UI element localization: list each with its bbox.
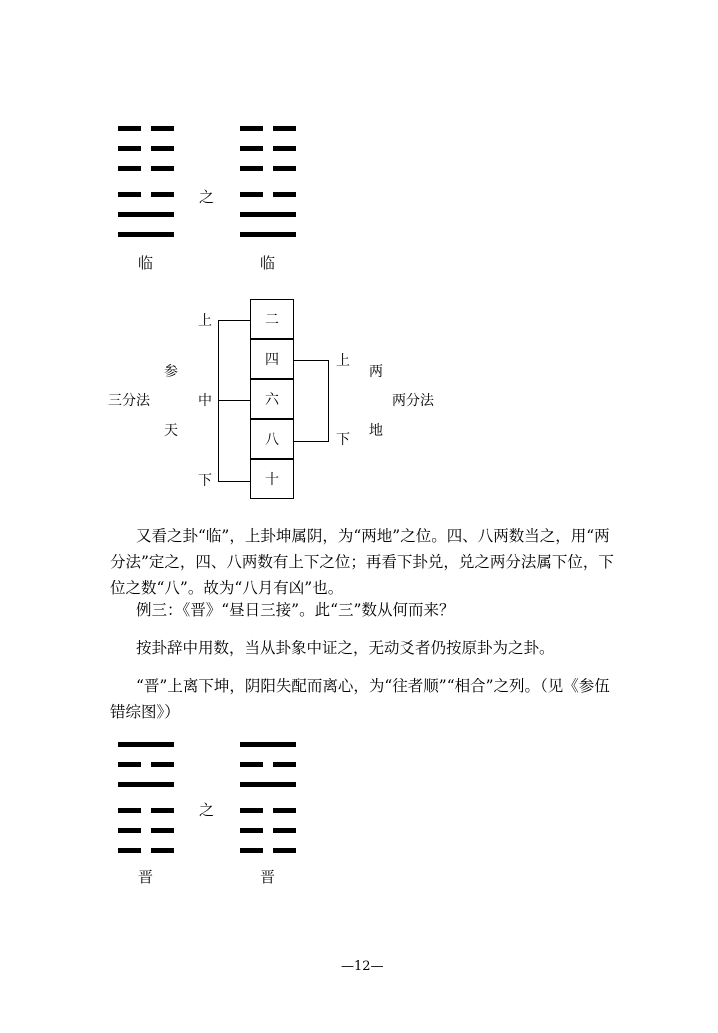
yin-line-segment [240, 192, 263, 197]
connector-zhi-1: 之 [199, 188, 215, 206]
cell-two: 二 [250, 299, 294, 339]
yin-line-segment [273, 762, 296, 767]
label-zhong: 中 [198, 393, 212, 409]
yang-line [240, 782, 296, 787]
paragraph-example-three: 例三：《晋》“昼日三接”。此“三”数从何而来？ [136, 601, 455, 619]
hexagram-name-right-1: 临 [260, 254, 276, 272]
yang-line [118, 232, 174, 237]
page-number: —12— [341, 959, 384, 974]
hexagram-jin-left [118, 742, 174, 857]
right-bracket-vertical [328, 360, 329, 441]
yin-line-segment [240, 146, 263, 151]
yang-line [240, 212, 296, 217]
yin-line-segment [273, 848, 296, 853]
cell-six: 六 [250, 379, 294, 419]
yin-line-segment [151, 192, 174, 197]
yin-line-segment [240, 166, 263, 171]
yang-line [240, 742, 296, 747]
label-shang-left: 上 [198, 313, 212, 329]
cell-four: 四 [250, 339, 294, 379]
paragraph-method: 按卦辞中用数，当从卦象中证之，无动爻者仍按原卦为之卦。 [136, 639, 555, 657]
cell-ten: 十 [250, 459, 294, 499]
yin-line-segment [240, 126, 263, 131]
yin-line-segment [273, 146, 296, 151]
label-di: 地 [369, 423, 383, 439]
hexagram-jin-right [240, 742, 296, 857]
yin-line-segment [118, 126, 141, 131]
hexagram-lin-right [240, 126, 296, 241]
hexagram-name-left-1: 临 [138, 254, 154, 272]
label-sanfenfa: 三分法 [108, 393, 150, 409]
hexagram-name-left-2: 晋 [138, 868, 154, 886]
yang-line [118, 212, 174, 217]
left-bracket-mid [218, 400, 250, 401]
label-liangfenfa: 两分法 [392, 393, 434, 409]
yin-line-segment [151, 762, 174, 767]
yang-line [118, 742, 174, 747]
label-xia-right: 下 [336, 432, 350, 448]
left-bracket-bottom [218, 481, 250, 482]
right-bracket-bottom [294, 441, 329, 442]
paragraph-lin-analysis: 又看之卦“临”，上卦坤属阴，为“两地”之位。四、八两数当之，用“两分法”定之，四、八两数有上下之位；再看下卦兑，兑之两分法属下位，下位之数“八”。故为“八月有凶”也。 [110, 527, 614, 597]
connector-zhi-2: 之 [199, 801, 215, 819]
right-bracket-top [294, 360, 329, 361]
label-liang: 两 [369, 364, 383, 380]
yin-line-segment [118, 848, 141, 853]
yin-line-segment [273, 808, 296, 813]
yin-line-segment [240, 762, 263, 767]
hexagram-name-right-2: 晋 [260, 868, 276, 886]
yang-line [118, 782, 174, 787]
yin-line-segment [151, 166, 174, 171]
cell-eight: 八 [250, 419, 294, 459]
paragraph-jin-description: “晋”上离下坤，阴阳失配而离心，为“往者顺”“相合”之列。（见《参伍错综图》） [110, 677, 610, 721]
yin-line-segment [273, 192, 296, 197]
yang-line [240, 232, 296, 237]
label-xia-left: 下 [198, 473, 212, 489]
yin-line-segment [273, 828, 296, 833]
yin-line-segment [151, 146, 174, 151]
yin-line-segment [118, 828, 141, 833]
yin-line-segment [118, 192, 141, 197]
yin-line-segment [118, 166, 141, 171]
label-tian: 天 [164, 423, 178, 439]
yin-line-segment [240, 808, 263, 813]
yin-line-segment [118, 762, 141, 767]
hexagram-lin-left [118, 126, 174, 241]
yin-line-segment [240, 848, 263, 853]
yin-line-segment [151, 828, 174, 833]
yin-line-segment [273, 166, 296, 171]
yin-line-segment [240, 828, 263, 833]
yin-line-segment [151, 808, 174, 813]
yin-line-segment [151, 126, 174, 131]
yin-line-segment [151, 848, 174, 853]
label-shang-right: 上 [336, 353, 350, 369]
left-bracket-top [218, 320, 250, 321]
yin-line-segment [118, 808, 141, 813]
yin-line-segment [273, 126, 296, 131]
yin-line-segment [118, 146, 141, 151]
label-can: 参 [164, 364, 178, 380]
